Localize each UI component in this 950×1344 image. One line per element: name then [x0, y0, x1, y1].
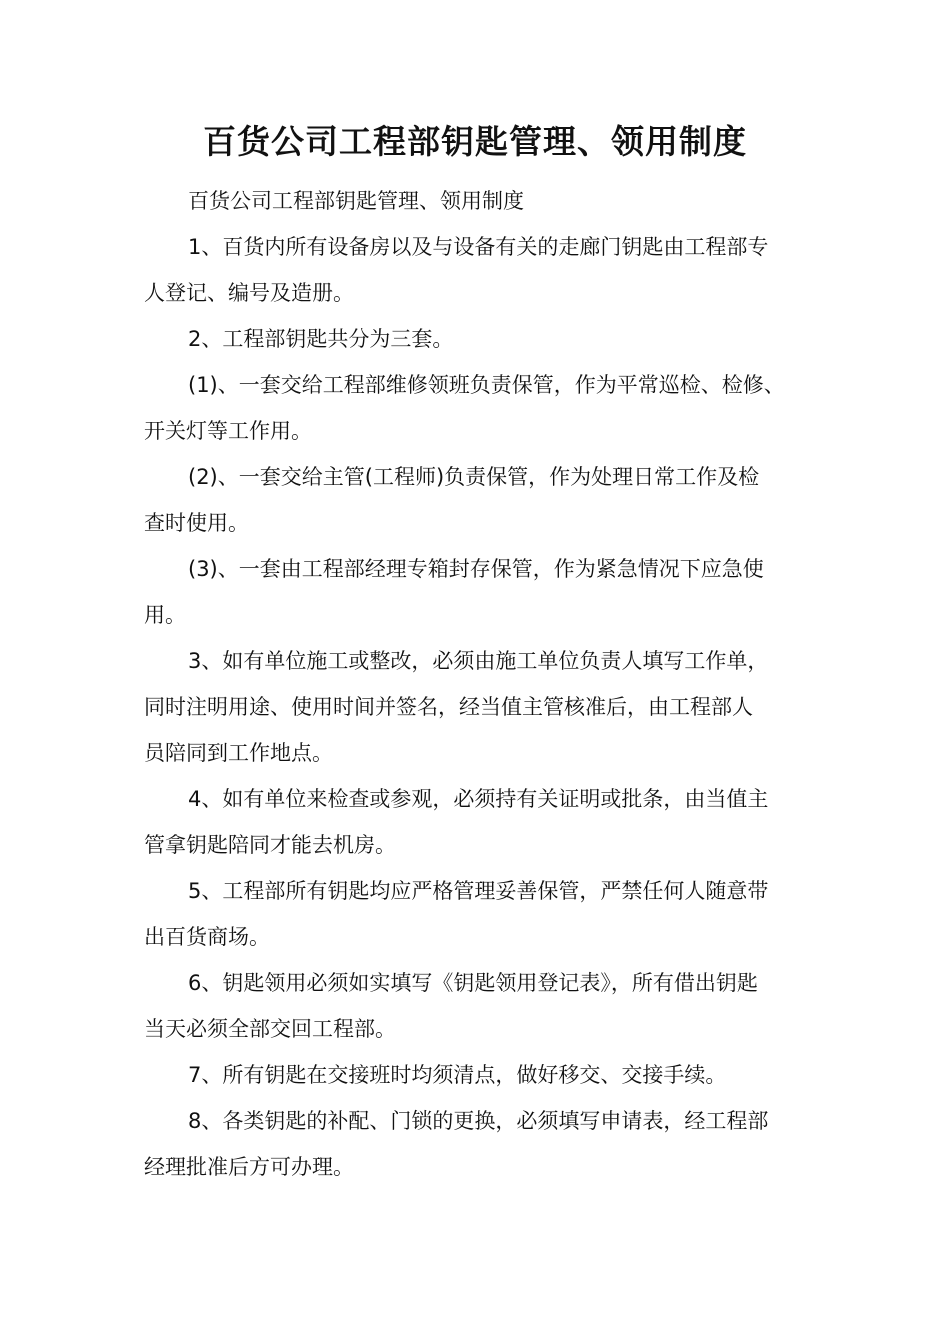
- paragraph-line: (2)、一套交给主管(工程师)负责保管，作为处理日常工作及检: [188, 465, 760, 489]
- paragraph-line: 3、如有单位施工或整改，必须由施工单位负责人填写工作单，: [188, 649, 769, 673]
- paragraph-line: 经理批准后方可办理。: [144, 1155, 354, 1179]
- paragraph-line: 管拿钥匙陪同才能去机房。: [144, 833, 396, 857]
- paragraph-1: [144, 224, 816, 316]
- paragraph-line: 员陪同到工作地点。: [144, 741, 333, 765]
- paragraph-line: 人登记、编号及造册。: [144, 281, 354, 305]
- paragraph-line: 同时注明用途、使用时间并签名，经当值主管核准后，由工程部人: [144, 695, 753, 719]
- paragraph-line: 7、所有钥匙在交接班时均须清点，做好移交、交接手续。: [188, 1063, 727, 1087]
- paragraph-2-2: [144, 454, 816, 546]
- paragraph-5: [144, 868, 816, 960]
- paragraph-line: 1、百货内所有设备房以及与设备有关的走廊门钥匙由工程部专: [188, 235, 769, 259]
- paragraph-line: 6、钥匙领用必须如实填写《钥匙领用登记表》，所有借出钥匙: [188, 971, 758, 995]
- paragraph-6: [144, 960, 816, 1052]
- document-title: 百货公司工程部钥匙管理、领用制度: [203, 122, 747, 161]
- paragraph-line: 4、如有单位来检查或参观，必须持有关证明或批条，由当值主: [188, 787, 769, 811]
- paragraph-line: (3)、一套由工程部经理专箱封存保管，作为紧急情况下应急使: [188, 557, 764, 581]
- paragraph-7: [144, 1052, 816, 1098]
- paragraph-line: 2、工程部钥匙共分为三套。: [188, 327, 454, 351]
- paragraph-4: [144, 776, 816, 868]
- paragraph-line: 5、工程部所有钥匙均应严格管理妥善保管，严禁任何人随意带: [188, 879, 769, 903]
- paragraph-2-3: [144, 546, 816, 638]
- paragraph-line: (1)、一套交给工程部维修领班负责保管，作为平常巡检、检修、: [188, 373, 785, 397]
- paragraph-line: 百货公司工程部钥匙管理、领用制度: [188, 189, 524, 213]
- paragraph-8: [144, 1098, 816, 1190]
- paragraph-line: 8、各类钥匙的补配、门锁的更换，必须填写申请表，经工程部: [188, 1109, 769, 1133]
- paragraph-3: [144, 638, 816, 776]
- paragraph-line: 出百货商场。: [144, 925, 270, 949]
- paragraph-line: 开关灯等工作用。: [144, 419, 312, 443]
- paragraph-line: 用。: [144, 603, 186, 627]
- paragraph-2-1: [144, 362, 816, 454]
- paragraph-line: 查时使用。: [144, 511, 249, 535]
- paragraph-2: [144, 316, 816, 362]
- paragraph-subtitle: [144, 178, 816, 224]
- paragraph-line: 当天必须全部交回工程部。: [144, 1017, 396, 1041]
- document-body: [144, 178, 816, 1190]
